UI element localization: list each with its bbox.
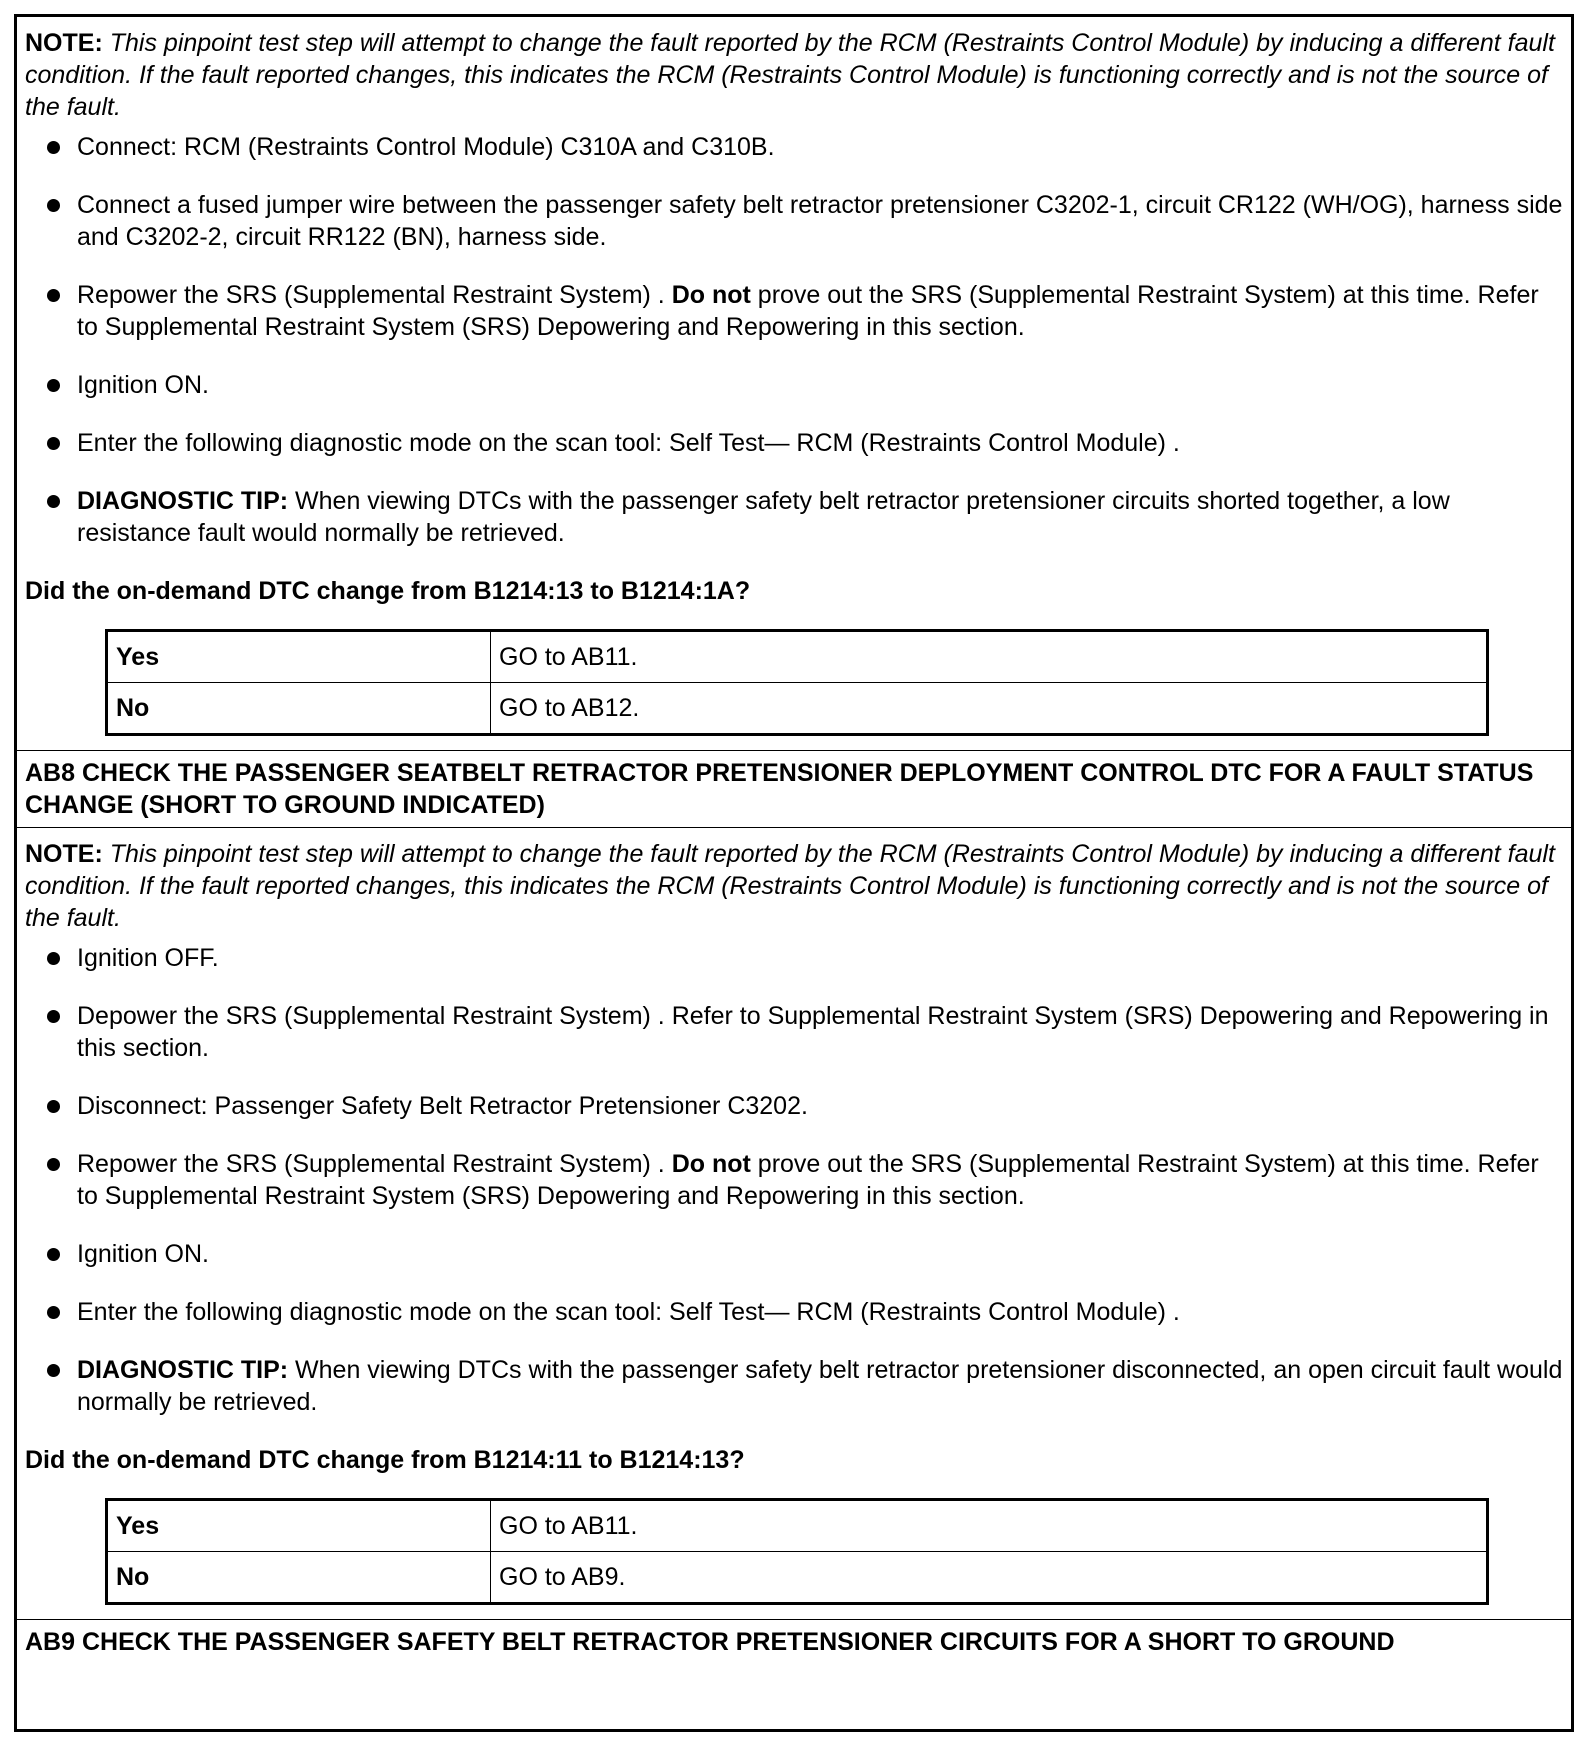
step-emphasis: Do not [671,281,751,309]
note-label: NOTE: [25,29,103,57]
bullet-icon [47,1364,60,1377]
block2 [17,828,1571,1605]
step-list [25,131,1563,549]
list-item [25,485,1563,549]
answer-value: GO to AB12. [491,683,1488,735]
list-item [25,1354,1563,1418]
step-text: prove out the SRS (Supplemental Restraint System) at this time. Refer to Supplemental Restraint System (SRS) Depowering and Repowering in this section. [77,281,1539,341]
bullet-icon [47,1010,60,1023]
list-item [25,279,1563,343]
answer-key: No [107,1552,491,1604]
step-text: Ignition ON. [77,371,210,399]
list-item [25,1148,1563,1212]
list-item [25,1238,1563,1270]
bullet-icon [47,141,60,154]
answer-table [105,629,1489,736]
bullet-icon [47,495,60,508]
step-list [25,942,1563,1418]
bullet-icon [47,199,60,212]
block1 [17,17,1571,736]
step-text: prove out the SRS (Supplemental Restraint System) at this time. Refer to Supplemental Restraint System (SRS) Depowering and Repowering in this section. [77,1150,1539,1210]
list-item [25,942,1563,974]
bullet-icon [47,437,60,450]
list-item [25,427,1563,459]
step-text: Ignition ON. [77,1240,210,1268]
note [25,838,1563,934]
step-text: Repower the SRS (Supplemental Restraint System) . [77,1150,672,1178]
note-text: This pinpoint test step will attempt to change the fault reported by the RCM (Restraints Control Module) by inducing a different fault condition. If the fault reported changes, this indicates the RCM (Restraints Control Module) is functioning correctly and is not the source of the fault. [25,840,1555,932]
step-text: Enter the following diagnostic mode on the scan tool: Self Test— RCM (Restraints Control Module) . [77,429,1180,457]
step-text: Repower the SRS (Supplemental Restraint System) . [77,281,672,309]
answer-key: Yes [107,1500,491,1552]
table-row [107,631,1488,683]
step-text: When viewing DTCs with the passenger safety belt retractor pretensioner disconnected, an open circuit fault would normally be retrieved. [77,1356,1563,1416]
step-text: When viewing DTCs with the passenger safety belt retractor pretensioner circuits shorted together, a low resistance fault would normally be retrieved. [77,487,1450,547]
step-text: Enter the following diagnostic mode on the scan tool: Self Test— RCM (Restraints Control Module) . [77,1298,1180,1326]
step-text: Ignition OFF. [77,944,219,972]
bullet-icon [47,379,60,392]
answer-value: GO to AB11. [491,1500,1488,1552]
question: Did the on-demand DTC change from B1214:13 to B1214:1A? [25,577,751,605]
list-item [25,1090,1563,1122]
bullet-icon [47,952,60,965]
bullet-icon [47,1158,60,1171]
bullet-icon [47,1248,60,1261]
answer-key: No [107,683,491,735]
step-text: Connect: RCM (Restraints Control Module) C310A and C310B. [77,133,775,161]
bullet-icon [47,1306,60,1319]
table-row [107,683,1488,735]
table-row [107,1552,1488,1604]
list-item [25,369,1563,401]
note-label: NOTE: [25,840,103,868]
answer-table [105,1498,1489,1605]
list-item [25,1296,1563,1328]
step-heading-ab9: AB9 CHECK THE PASSENGER SAFETY BELT RETRACTOR PRETENSIONER CIRCUITS FOR A SHORT TO GROUND [17,1619,1571,1664]
step-text: Disconnect: Passenger Safety Belt Retractor Pretensioner C3202. [77,1092,808,1120]
pinpoint-test-document [14,14,1574,1732]
step-text: Depower the SRS (Supplemental Restraint System) . Refer to Supplemental Restraint System (SRS) Depowering and Repowering in this section. [77,1002,1549,1062]
note [25,27,1563,123]
note-text: This pinpoint test step will attempt to change the fault reported by the RCM (Restraints Control Module) by inducing a different fault condition. If the fault reported changes, this indicates the RCM (Restraints Control Module) is functioning correctly and is not the source of the fault. [25,29,1555,121]
list-item [25,131,1563,163]
answer-key: Yes [107,631,491,683]
list-item [25,1000,1563,1064]
answer-value: GO to AB9. [491,1552,1488,1604]
step-heading-ab8: AB8 CHECK THE PASSENGER SEATBELT RETRACTOR PRETENSIONER DEPLOYMENT CONTROL DTC FOR A FAULT STATUS CHANGE (SHORT TO GROUND INDICATED) [17,750,1571,828]
answer-value: GO to AB11. [491,631,1488,683]
step-emphasis: Do not [671,1150,751,1178]
bullet-icon [47,1100,60,1113]
step-emphasis: DIAGNOSTIC TIP: [77,1356,289,1384]
table-row [107,1500,1488,1552]
step-text: Connect a fused jumper wire between the passenger safety belt retractor pretensioner C3202-1, circuit CR122 (WH/OG), harness side and C3202-2, circuit RR122 (BN), harness side. [77,191,1563,251]
bullet-icon [47,289,60,302]
step-emphasis: DIAGNOSTIC TIP: [77,487,289,515]
list-item [25,189,1563,253]
question: Did the on-demand DTC change from B1214:11 to B1214:13? [25,1446,745,1474]
